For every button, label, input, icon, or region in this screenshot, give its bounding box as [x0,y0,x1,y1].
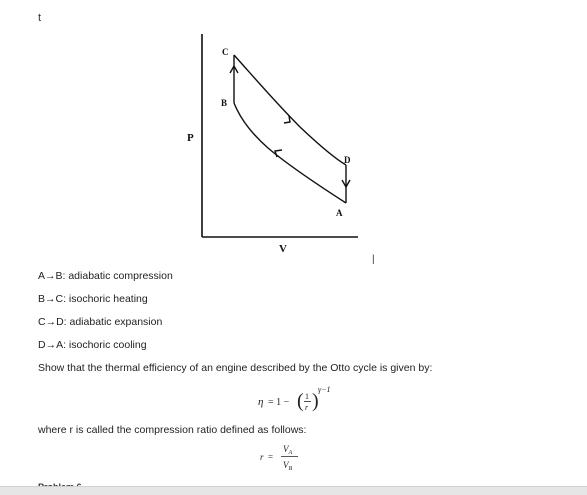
eta-symbol: η [258,396,264,408]
point-label-b: B [221,98,228,108]
point-label-a: A [336,208,343,218]
process-line-a-b: A→B: adiabatic compression [38,270,173,282]
stray-mark: | [372,254,375,265]
efficiency-formula [256,381,336,417]
fraction-numerator: 1 [305,392,309,401]
exponent: γ−1 [318,385,331,394]
y-axis-label: P [187,132,194,144]
process-line-b-c: B→C: isochoric heating [38,293,148,305]
fraction-denominator: r [305,403,309,412]
ratio-numerator: $V_A$ [283,444,293,456]
ratio-equals: = [268,452,274,462]
process-line-d-a: D→A: isochoric cooling [38,339,147,351]
x-axis-label: V [279,243,287,255]
point-label-d: D [344,155,351,165]
process-line-c-d: C→D: adiabatic expansion [38,316,163,328]
ratio-r: r [260,452,264,462]
stray-character: t [38,12,42,24]
problem-prompt: Show that the thermal efficiency of an engine described by the Otto cycle is given by: [38,362,433,374]
arrow-c-d [284,116,290,123]
left-paren: ( [297,390,304,412]
right-paren: ) [312,390,319,412]
ratio-description: where r is called the compression ratio defined as follows: [38,424,307,436]
equals-one-minus: = 1 − [268,397,290,408]
ratio-denominator: $V_B$ [283,460,293,472]
process-c-d-curve [234,55,346,165]
compression-ratio-formula [258,440,308,474]
point-label-c: C [222,47,229,57]
